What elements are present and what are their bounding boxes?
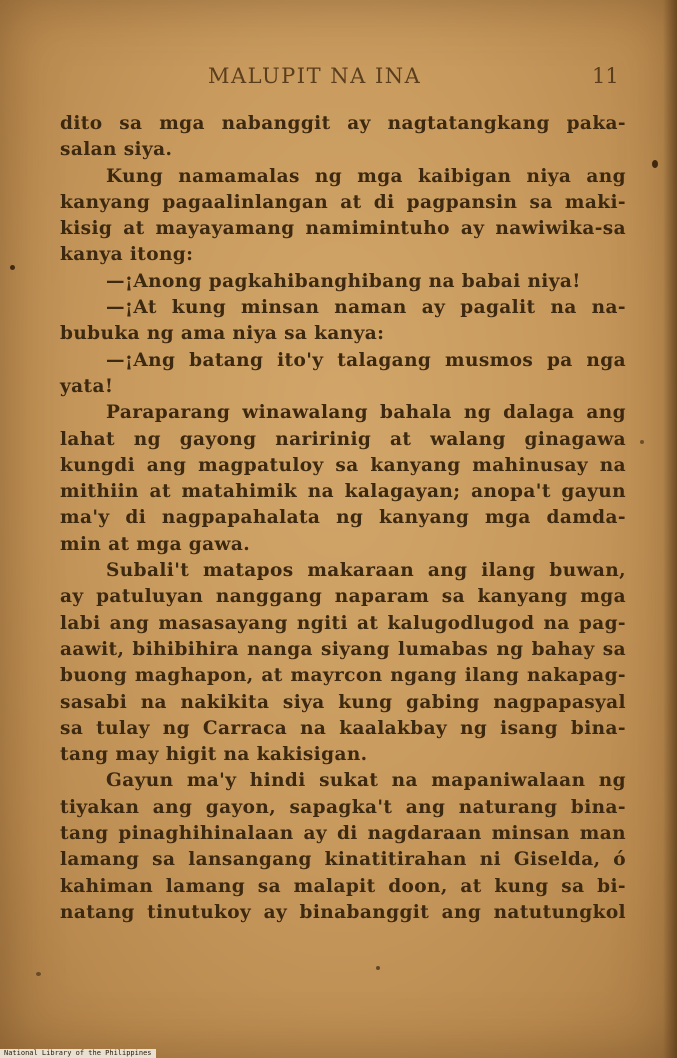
text-line: kanya itong: xyxy=(60,244,194,266)
ink-speck xyxy=(10,265,15,270)
text-line: —¡At kung minsan naman ay pagalit na na- xyxy=(106,297,626,319)
library-credit: National Library of the Philippines xyxy=(0,1049,156,1058)
text-line: yata! xyxy=(60,375,114,397)
text-line: tang pinaghihinalaan ay di nagdaraan minsan man xyxy=(60,823,626,845)
text-line: labi ang masasayang ngiti at kalugodlugod na pag- xyxy=(60,612,626,634)
text-line: tiyakan ang gayon, sapagka't ang naturang bina- xyxy=(60,796,626,818)
text-line: ay patuluyan nanggang naparam sa kanyang mga xyxy=(60,586,626,608)
ink-speck xyxy=(652,160,658,168)
text-line: dito sa mga nabanggit ay nagtatangkang paka- xyxy=(60,113,626,134)
body-text xyxy=(60,111,626,926)
text-line: sasabi na nakikita siya kung gabing nagpapasyal xyxy=(60,691,626,713)
page-right-edge xyxy=(663,0,677,1058)
ink-speck xyxy=(376,966,380,970)
ink-speck xyxy=(36,972,41,976)
page-header xyxy=(0,64,677,94)
page-number: 11 xyxy=(592,64,619,88)
text-line: kungdi ang magpatuloy sa kanyang mahinusay na xyxy=(60,454,626,476)
text-line: Paraparang winawalang bahala ng dalaga ang xyxy=(106,402,626,424)
text-line: salan siya. xyxy=(60,139,173,161)
text-line: Kung namamalas ng mga kaibigan niya ang xyxy=(106,165,626,187)
running-title: MALUPIT NA INA xyxy=(208,64,422,88)
text-line: min at mga gawa. xyxy=(60,533,251,555)
text-line: natang tinutukoy ay binabanggit ang natutungkol xyxy=(60,901,626,923)
text-line: aawit, bihibihira nanga siyang lumabas ng bahay sa xyxy=(60,638,626,660)
text-line: ma'y di nagpapahalata ng kanyang mga damda- xyxy=(60,507,626,529)
text-line: kanyang pagaalinlangan at di pagpansin sa maki- xyxy=(60,191,626,213)
text-line: Gayun ma'y hindi sukat na mapaniwalaan ng xyxy=(106,770,626,792)
text-line: kisig at mayayamang namimintuho ay nawiwika-sa xyxy=(60,218,626,240)
text-line: lahat ng gayong naririnig at walang ginagawa xyxy=(60,428,626,450)
text-line: Subali't matapos makaraan ang ilang buwan, xyxy=(106,560,626,582)
text-line: —¡Anong pagkahibanghibang na babai niya! xyxy=(106,270,581,292)
text-line: sa tulay ng Carraca na kaalakbay ng isang bina- xyxy=(60,717,626,739)
text-line: —¡Ang batang ito'y talagang musmos pa nga xyxy=(106,349,626,371)
text-line: lamang sa lansangang kinatitirahan ni Giselda, ó xyxy=(60,849,626,871)
text-line: kahiman lamang sa malapit doon, at kung sa bi- xyxy=(60,875,626,897)
text-line: mithiin at matahimik na kalagayan; anopa't gayun xyxy=(60,481,626,503)
text-line: bubuka ng ama niya sa kanya: xyxy=(60,323,385,345)
text-line: tang may higit na kakisigan. xyxy=(60,744,368,766)
ink-speck xyxy=(640,440,644,444)
text-line: buong maghapon, at mayrcon ngang ilang nakapag- xyxy=(60,665,626,687)
